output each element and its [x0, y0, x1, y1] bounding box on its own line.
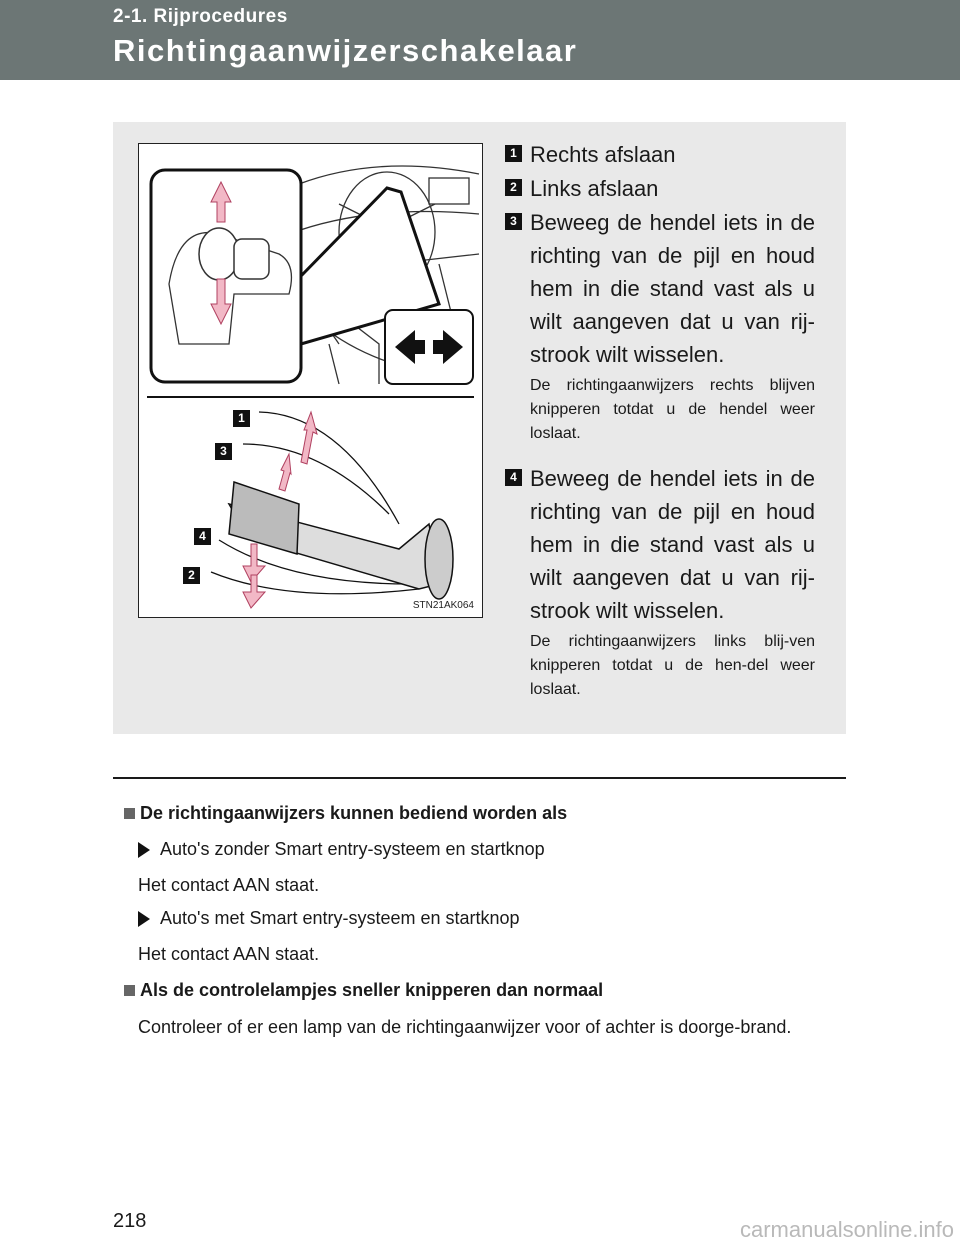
notes-heading-1: De richtingaanwijzers kunnen bediend worden als	[140, 803, 568, 823]
section-title: 2-1. Rijprocedures	[113, 6, 288, 27]
step-text: Rechts afslaan	[530, 142, 676, 167]
step-note: De richtingaanwijzers links blij-ven knipperen totdat u de hen-del weer loslaat.	[530, 633, 815, 698]
bullet-arrow-icon	[138, 842, 150, 858]
step-number: 1	[505, 145, 522, 162]
step-text: Beweeg de hendel iets in de richting van de pijl en houd hem in die stand vast als u wilt aangeven dat u van rij-strook wilt wisselen.	[530, 210, 815, 367]
watermark: carmanualsonline.info	[739, 1217, 954, 1242]
notes-heading-2: Als de controlelampjes sneller knipperen dan normaal	[140, 980, 604, 1000]
notes-body-text: Controleer of er een lamp van de richtingaanwijzer voor of achter is doorge-brand.	[138, 1017, 792, 1037]
page-title: Richtingaanwijzerschakelaar	[113, 33, 578, 68]
callout-2: 2	[183, 567, 200, 584]
step-number: 4	[505, 469, 522, 486]
condition-1: Auto's zonder Smart entry-systeem en startknop	[160, 839, 545, 859]
step-number: 2	[505, 179, 522, 196]
turn-signal-figure	[138, 143, 483, 618]
heading-square-icon	[124, 808, 135, 819]
condition-1-text: Het contact AAN staat.	[138, 875, 320, 895]
page-number: 218	[113, 1210, 147, 1232]
heading-square-icon	[124, 985, 135, 996]
condition-2-text: Het contact AAN staat.	[138, 944, 320, 964]
step-text: Links afslaan	[530, 176, 659, 201]
step-number: 3	[505, 213, 522, 230]
callout-1: 1	[233, 410, 250, 427]
section-divider	[113, 777, 846, 779]
condition-2: Auto's met Smart entry-systeem en startknop	[160, 908, 520, 928]
callout-3: 3	[215, 443, 232, 460]
figure-code: STN21AK064	[412, 600, 474, 611]
step-note: De richtingaanwijzers rechts blijven knipperen totdat u de hendel weer loslaat.	[530, 377, 815, 442]
callout-4: 4	[194, 528, 211, 545]
turn-signal-illustration	[139, 144, 482, 617]
page-header	[0, 0, 960, 80]
step-text: Beweeg de hendel iets in de richting van de pijl en houd hem in die stand vast als u wilt aangeven dat u van rij-strook wilt wisselen.	[530, 466, 815, 623]
bullet-arrow-icon	[138, 911, 150, 927]
